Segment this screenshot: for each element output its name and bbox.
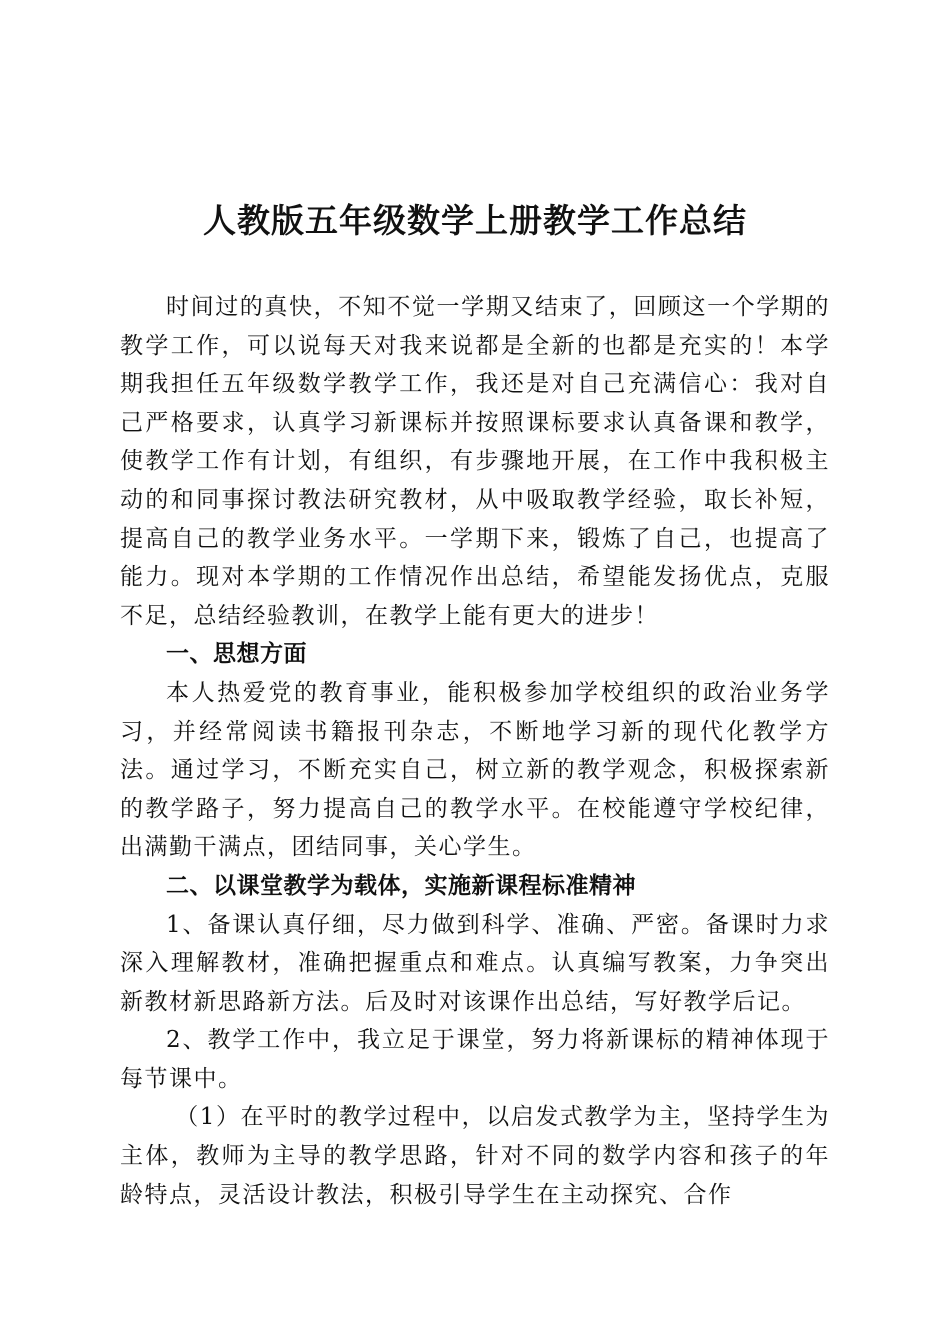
section-heading-thought: 一、思想方面	[166, 641, 307, 668]
lesson-prep-paragraph: 1、备课认真仔细，尽力做到科学、准确、严密。备课时力求深入理解教材，准确把握重点和难点。认真编写教案，力争突出新教材新思路新方法。后及时对该课作出总结，写好教学后记。	[120, 911, 830, 1015]
document-body	[120, 288, 830, 1214]
intro-paragraph: 时间过的真快，不知不觉一学期又结束了，回顾这一个学期的教学工作，可以说每天对我来说都是全新的也都是充实的！本学期我担任五年级数学教学工作，我还是对自己充满信心：我对自己严格要求，认真学习新课标并按照课标要求认真备课和教学，使教学工作有计划，有组织，有步骤地开展，在工作中我积极主动的和同事探讨教法研究教材，从中吸取教学经验，取长补短，提高自己的教学业务水平。一学期下来，锻炼了自己，也提高了能力。现对本学期的工作情况作出总结，希望能发扬优点，克服不足，总结经验教训，在教学上能有更大的进步！	[120, 294, 830, 629]
thought-paragraph: 本人热爱党的教育事业，能积极参加学校组织的政治业务学习，并经常阅读书籍报刊杂志，不断地学习新的现代化教学方法。通过学习，不断充实自己，树立新的教学观念，积极探索新的教学路子，努力提高自己的教学水平。在校能遵守学校纪律，出满勤干满点，团结同事，关心学生。	[120, 679, 830, 861]
classroom-paragraph: 2、教学工作中，我立足于课堂，努力将新课标的精神体现于每节课中。	[120, 1027, 830, 1092]
teaching-method-paragraph: （1）在平时的教学过程中，以启发式教学为主，坚持学生为主体，教师为主导的教学思路，针对不同的数学内容和孩子的年龄特点，灵活设计教法，积极引导学生在主动探究、合作	[120, 1104, 830, 1208]
section-heading-classroom: 二、以课堂教学为载体，实施新课程标准精神	[166, 872, 636, 899]
document-title: 人教版五年级数学上册教学工作总结	[203, 201, 747, 240]
